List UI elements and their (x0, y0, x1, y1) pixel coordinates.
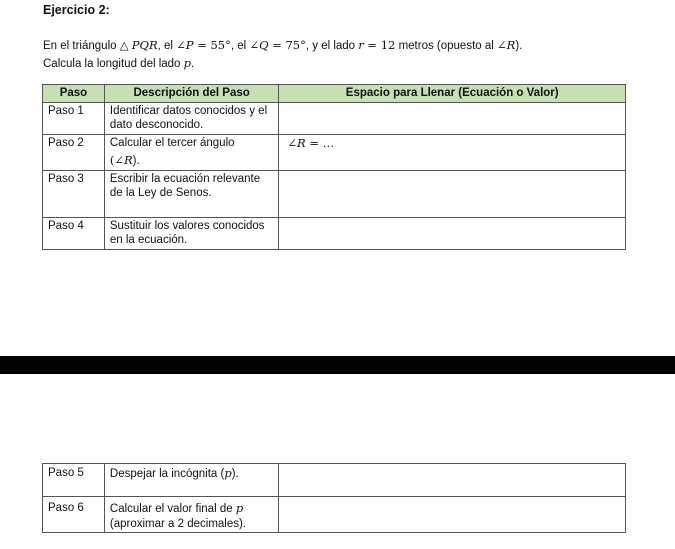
fill-cell[interactable] (279, 170, 626, 217)
desc-cell: Escribir la ecuación relevante de la Ley de Senos. (104, 170, 279, 217)
fill-cell[interactable] (279, 134, 626, 170)
side-p-label: p (224, 466, 232, 480)
desc-cell: Sustituir los valores conocidos en la ecuación. (104, 217, 279, 249)
side-r-value: 12 (380, 38, 396, 52)
table-row (43, 464, 626, 497)
fill-cell[interactable] (279, 217, 626, 249)
fill-value: = … (305, 135, 335, 150)
exercise-title: Ejercicio 2: (43, 3, 110, 17)
desc-line: (aproximar a 2 decimales). (109, 517, 247, 530)
angle-q-value: = 75° (268, 38, 306, 52)
fill-cell[interactable] (279, 464, 626, 497)
angle-r-label: R (124, 153, 133, 167)
text: metros (opuesto al (395, 40, 498, 52)
table-row (43, 134, 626, 170)
step-cell: Paso 4 (43, 217, 105, 249)
table-row (43, 217, 626, 249)
text: ). (132, 155, 140, 167)
triangle-symbol: △ (119, 38, 129, 52)
text: Calcular el valor final de (109, 503, 236, 515)
table-row (43, 497, 626, 533)
black-divider-band (0, 356, 675, 374)
desc-cell (104, 497, 279, 533)
text: , el (157, 40, 177, 52)
angle-r-label: R (297, 135, 306, 150)
statement-line-2 (43, 55, 663, 73)
table-row (43, 102, 626, 134)
step-cell: Paso 3 (43, 170, 105, 217)
header-paso: Paso (43, 85, 105, 103)
table-row (43, 170, 626, 217)
text: ). (515, 40, 523, 52)
step-cell: Paso 6 (43, 497, 105, 533)
text: En el triángulo (43, 40, 120, 52)
text: Calcula la longitud del lado (43, 58, 184, 70)
steps-table (42, 84, 626, 250)
step-cell: Paso 1 (43, 102, 105, 134)
desc-cell (104, 464, 279, 497)
table-header-row (43, 85, 626, 103)
desc-cell (104, 134, 279, 170)
desc-line: Calcular el tercer ángulo (109, 136, 235, 149)
angle-p-value: = 55° (193, 38, 231, 52)
desc-line (110, 153, 274, 169)
problem-statement (43, 37, 663, 73)
text: Despejar la incógnita ( (109, 468, 225, 480)
triangle-name: PQR (131, 38, 158, 52)
angle-symbol: ∠ (176, 38, 186, 52)
angle-symbol: ∠ (497, 38, 507, 52)
header-espacio: Espacio para Llenar (Ecuación o Valor) (279, 85, 626, 103)
step-cell: Paso 2 (43, 134, 105, 170)
side-p-label: p (183, 56, 192, 70)
step-cell: Paso 5 (43, 464, 105, 497)
header-descripcion: Descripción del Paso (104, 85, 279, 103)
desc-line (110, 501, 274, 517)
angle-q-label: Q (259, 38, 269, 52)
angle-symbol: ∠ (249, 38, 260, 52)
text: , y el lado (305, 40, 359, 52)
equals: = (363, 38, 381, 52)
fill-cell[interactable] (279, 102, 626, 134)
angle-symbol: ∠ (287, 135, 298, 150)
desc-cell: Identificar datos conocidos y el dato desconocido. (104, 102, 279, 134)
text: , el (230, 40, 250, 52)
text: ). (231, 468, 239, 480)
fill-cell[interactable] (279, 497, 626, 533)
text: . (191, 58, 195, 70)
side-p-label: p (235, 501, 244, 515)
side-r-label: r (358, 38, 364, 52)
text: (∠ (109, 153, 124, 167)
steps-table-continued (42, 463, 626, 533)
angle-p-label: P (185, 38, 194, 52)
angle-r-label: R (506, 38, 516, 52)
statement-line-1 (43, 37, 663, 55)
